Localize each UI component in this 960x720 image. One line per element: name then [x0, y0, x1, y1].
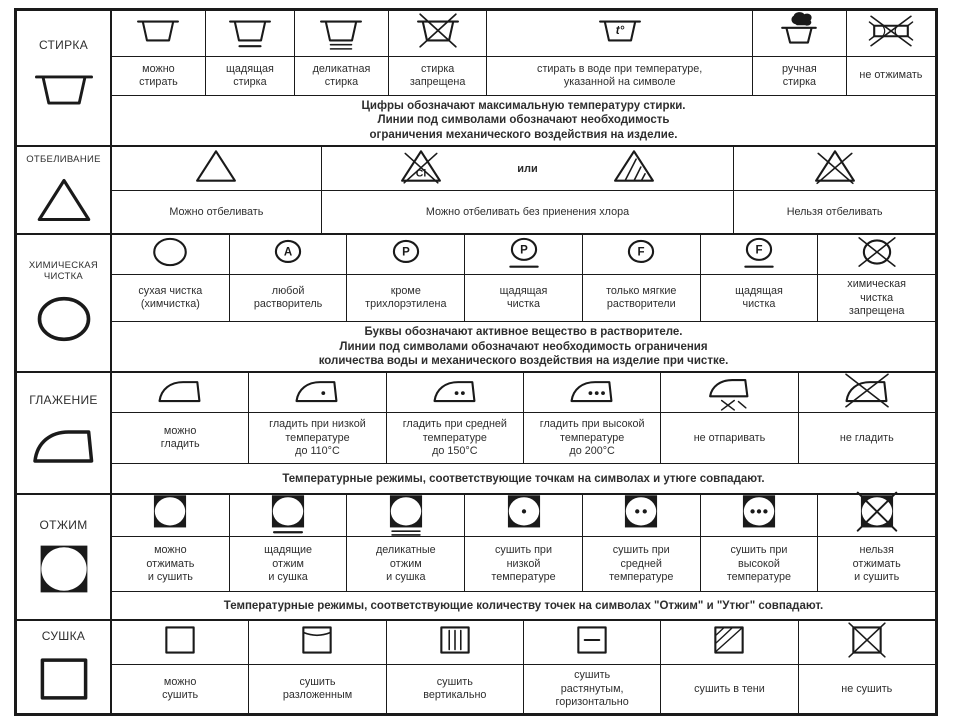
symbol-square-crossed [799, 621, 935, 665]
care-cell [346, 235, 464, 321]
washtub-hand-icon [773, 10, 825, 57]
symbol-drum-2dot [583, 495, 700, 537]
circle-p-underline-icon [498, 231, 550, 278]
care-cell [464, 235, 582, 321]
symbol-drum-double-underline [347, 495, 464, 537]
svg-text:P: P [401, 246, 410, 259]
symbol-drum [112, 495, 229, 537]
care-cell [229, 235, 347, 321]
section-wringing [17, 495, 935, 621]
symbol-drum-3dot [701, 495, 818, 537]
iron-3dot-icon [566, 369, 618, 416]
care-cell [248, 621, 385, 713]
care-cell [523, 621, 660, 713]
section-title: ГЛАЖЕНИЕ [29, 392, 98, 407]
washtub-icon [25, 61, 103, 119]
section-note: Цифры обозначают максимальную температуру стирки. Линии под символами обозначают необходимость ограничения механического воздействия на изделие. [112, 95, 935, 145]
symbol-label: щадящая чистка [735, 284, 783, 311]
section-bleaching [17, 147, 935, 235]
symbol-label: не сушить [841, 682, 893, 695]
iron-no-steam-icon [703, 369, 755, 416]
care-symbols-table [14, 8, 938, 716]
section-header-ironing [17, 373, 112, 493]
symbol-drum-1dot [465, 495, 582, 537]
care-cell [112, 11, 205, 95]
symbol-label: щадящая стирка [226, 62, 274, 88]
symbol-label: нельзя отжимать и сушить [852, 544, 901, 583]
iron-2dot-icon [429, 369, 481, 416]
section-header-washing [17, 11, 112, 145]
care-cell [582, 235, 700, 321]
washtub-double-underline-icon [315, 10, 367, 57]
section-ironing [17, 373, 935, 495]
care-cell [321, 147, 734, 233]
wring-crossed-icon [865, 10, 917, 57]
triangle-icon [190, 145, 242, 192]
care-cell [798, 621, 935, 713]
symbol-label: химическая чистка запрещена [847, 278, 907, 317]
drum-3dot-icon [733, 491, 785, 541]
symbol-label: гладить при низкой температуре до 110°С [269, 418, 366, 457]
section-note: Температурные режимы, соответствующие точкам на символах и утюге совпадают. [112, 463, 935, 493]
care-cell [346, 495, 464, 591]
symbol-iron [112, 373, 248, 413]
symbol-circle-f [583, 235, 700, 275]
drum-underline-icon [262, 491, 314, 541]
iron-icon [27, 416, 101, 474]
svg-text:A: A [283, 246, 293, 259]
section-washing [17, 11, 935, 147]
symbol-washtub-underline [206, 11, 294, 57]
iron-1dot-icon [291, 369, 343, 416]
washtub-crossed-icon [412, 10, 464, 57]
care-cell [112, 235, 229, 321]
care-cell [846, 11, 935, 95]
section-note: Буквы обозначают активное вещество в растворителе. Линии под символами обозначают необходимость ограничения количества воды и механического воздействия на изделие при чистке. [112, 321, 935, 371]
svg-text:Cl: Cl [415, 167, 426, 180]
symbol-label: сушить растянутым, горизонтально [555, 669, 629, 708]
section-title: ОТЖИМ [39, 517, 88, 532]
care-cell [817, 235, 935, 321]
svg-text:P: P [519, 244, 528, 257]
symbol-square-fold [249, 621, 385, 665]
symbol-triangle-crossed [734, 147, 935, 191]
symbol-washtub [112, 11, 205, 57]
or-separator: или [517, 162, 538, 175]
symbol-label: не отпаривать [693, 431, 766, 444]
symbol-label: сушить при низкой температуре [491, 544, 556, 583]
drum-icon [31, 541, 97, 597]
symbol-label: ручная стирка [782, 62, 817, 88]
triangle-crossed-icon [809, 145, 861, 192]
circle-f-underline-icon [733, 231, 785, 278]
care-cell [386, 621, 523, 713]
svg-text:F: F [755, 244, 763, 257]
drum-1dot-icon [498, 491, 550, 541]
drum-double-underline-icon [380, 491, 432, 541]
symbol-square [112, 621, 248, 665]
symbol-label: можно отжимать и сушить [146, 544, 195, 583]
symbol-label: гладить при средней температуре до 150°С [402, 418, 507, 457]
symbol-label: щадящая чистка [499, 284, 548, 311]
circle-f-icon [615, 231, 667, 278]
section-title: ХИМИЧЕСКАЯ ЧИСТКА [28, 259, 99, 282]
triangle-striped-icon [608, 145, 660, 192]
symbol-label: не отжимать [859, 69, 923, 82]
symbol-label: стирка запрещена [409, 62, 466, 88]
symbol-wring-crossed [847, 11, 935, 57]
care-cell [112, 621, 248, 713]
iron-icon [154, 369, 206, 416]
symbol-circle-crossed [818, 235, 935, 275]
care-cell [582, 495, 700, 591]
section-header-wringing [17, 495, 112, 619]
square-vertical-icon [429, 619, 481, 666]
care-cell [700, 495, 818, 591]
symbol-label: сушить разложенным [282, 676, 353, 702]
symbol-label: деликатные отжим и сушка [375, 544, 436, 583]
symbol-label: сушить при средней температуре [609, 544, 674, 583]
drum-2dot-icon [615, 491, 667, 541]
care-cell [388, 11, 486, 95]
symbol-iron-1dot [249, 373, 385, 413]
care-cell [205, 11, 294, 95]
symbol-iron-crossed [799, 373, 935, 413]
section-note: Температурные режимы, соответствующие количеству точек на символах "Отжим" и "Утюг" совпадают. [112, 591, 935, 619]
symbol-square-shade [661, 621, 797, 665]
svg-text:t°: t° [615, 25, 624, 38]
care-cell [660, 373, 797, 463]
symbol-circle-p-underline [465, 235, 582, 275]
symbol-triangle [112, 147, 321, 191]
symbol-label: гладить при высокой температуре до 200°С [539, 418, 645, 457]
symbol-circle [112, 235, 229, 275]
symbol-label: можно гладить [160, 425, 200, 451]
symbol-label: Нельзя отбеливать [786, 205, 883, 218]
square-horizontal-icon [566, 619, 618, 666]
washtub-icon [132, 10, 184, 57]
section-title: СУШКА [41, 628, 86, 643]
care-cell [752, 11, 846, 95]
care-cell [112, 373, 248, 463]
svg-text:F: F [637, 246, 645, 259]
square-icon [31, 652, 97, 706]
symbol-label: стирать в воде при температуре, указанной на символе [537, 62, 703, 88]
section-header-drying [17, 621, 112, 713]
section-header-dry-cleaning [17, 235, 112, 371]
square-icon [154, 619, 206, 666]
care-cell [523, 373, 660, 463]
care-cell [798, 373, 935, 463]
symbol-label: можно сушить [162, 676, 199, 702]
section-header-bleaching [17, 147, 112, 233]
symbol-iron-no-steam [661, 373, 797, 413]
care-cell [386, 373, 523, 463]
symbol-circle-p [347, 235, 464, 275]
symbol-label: кроме трихлорэтилена [365, 284, 447, 311]
symbol-triangle-cl-crossed-or-triangle-striped [322, 147, 734, 191]
drum-icon [144, 491, 196, 541]
square-shade-icon [703, 619, 755, 666]
triangle-icon [31, 174, 97, 226]
symbol-label: деликатная стирка [312, 62, 371, 88]
care-cell [112, 495, 229, 591]
care-cell [733, 147, 935, 233]
care-cell [294, 11, 388, 95]
symbol-square-horizontal [524, 621, 660, 665]
symbol-washtub-crossed [389, 11, 486, 57]
symbol-drum-crossed [818, 495, 935, 537]
care-cell [229, 495, 347, 591]
symbol-circle-a [230, 235, 347, 275]
care-cell [486, 11, 752, 95]
symbol-label: сушить в тени [694, 682, 765, 695]
symbol-label: не гладить [839, 431, 894, 444]
symbol-label: щадящие отжим и сушка [264, 544, 313, 583]
symbol-iron-3dot [524, 373, 660, 413]
iron-crossed-icon [841, 369, 893, 416]
symbol-washtub-temp [487, 11, 752, 57]
triangle-cl-crossed-icon [395, 145, 447, 192]
care-cell [660, 621, 797, 713]
care-cell [700, 235, 818, 321]
section-title: ОТБЕЛИВАНИЕ [26, 154, 101, 166]
symbol-label: сушить вертикально [423, 676, 487, 702]
symbol-label: Можно отбеливать [169, 205, 264, 218]
symbol-label: можно стирать [139, 62, 178, 88]
circle-crossed-icon [851, 231, 903, 278]
section-title: СТИРКА [38, 37, 89, 52]
square-crossed-icon [841, 619, 893, 666]
circle-icon [29, 291, 99, 347]
square-fold-icon [291, 619, 343, 666]
washtub-temp-icon [594, 10, 646, 57]
care-cell [464, 495, 582, 591]
drum-crossed-icon [851, 491, 903, 541]
symbol-iron-2dot [387, 373, 523, 413]
circle-icon [144, 231, 196, 278]
symbol-circle-f-underline [701, 235, 818, 275]
symbol-drum-underline [230, 495, 347, 537]
circle-a-icon [262, 231, 314, 278]
care-cell [817, 495, 935, 591]
symbol-square-vertical [387, 621, 523, 665]
symbol-label: Можно отбеливать без приенения хлора [425, 205, 630, 218]
section-drying [17, 621, 935, 713]
symbol-washtub-hand [753, 11, 846, 57]
symbol-label: только мягкие растворители [606, 284, 677, 311]
section-dry-cleaning [17, 235, 935, 373]
care-cell [112, 147, 321, 233]
symbol-label: сушить при высокой температуре [726, 544, 792, 583]
symbol-label: сухая чистка (химчистка) [138, 284, 203, 311]
symbol-label: любой растворитель [253, 284, 323, 311]
washtub-underline-icon [224, 10, 276, 57]
circle-p-icon [380, 231, 432, 278]
care-cell [248, 373, 385, 463]
symbol-washtub-double-underline [295, 11, 388, 57]
